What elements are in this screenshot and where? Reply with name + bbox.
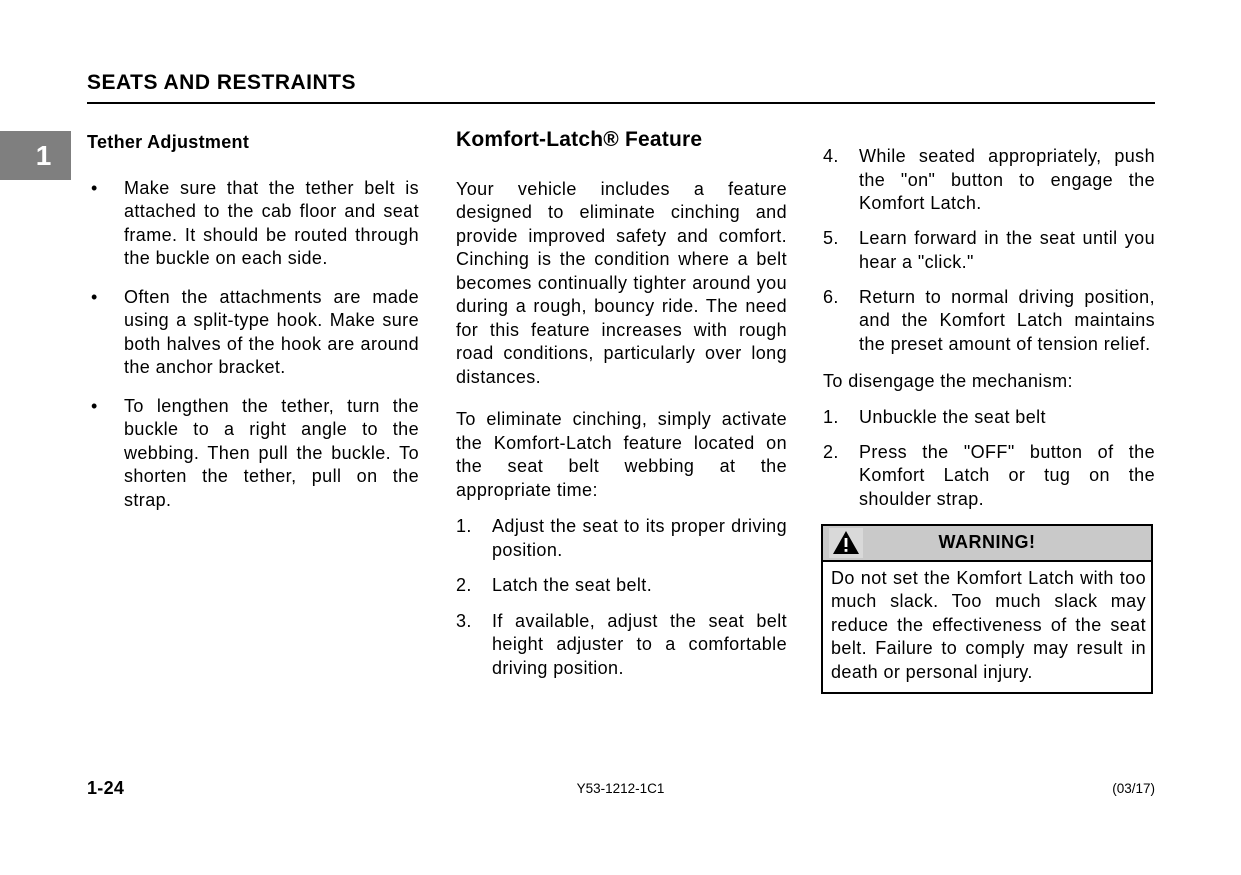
warning-triangle-icon [829, 528, 863, 558]
bullet-text: Make sure that the tether belt is attached to the cab floor and seat frame. It should be routed through the buckle on each side. [124, 177, 419, 268]
step-number: 3. [456, 610, 472, 631]
page-title: SEATS AND RESTRAINTS [87, 71, 357, 94]
numbered-step [456, 515, 787, 562]
step-number: 4. [823, 146, 839, 166]
step-text: While seated appropriately, push the "on" button to engage the Komfort Latch. [859, 146, 1155, 213]
numbered-step [456, 574, 787, 598]
footer-revision-date: (03/17) [1112, 781, 1155, 796]
right-column [823, 145, 1155, 694]
bullet-text: Often the attachments are made using a split-type hook. Make sure both halves of the hook are around the anchor bracket. [124, 286, 419, 377]
step-number: 6. [823, 286, 839, 307]
footer-document-code: Y53-1212-1C1 [576, 781, 665, 796]
bullet-item [87, 286, 419, 380]
step-number: 1. [456, 516, 472, 536]
numbered-step [823, 406, 1155, 430]
bullet-marker: • [91, 286, 98, 307]
numbered-step [823, 441, 1155, 512]
bullet-item [87, 395, 419, 513]
chapter-tab [0, 131, 71, 180]
left-column [87, 131, 419, 527]
warning-header [823, 526, 1151, 562]
step-number: 2. [823, 441, 839, 462]
step-number: 5. [823, 228, 839, 248]
step-text: Latch the seat belt. [492, 575, 653, 595]
middle-column [456, 128, 787, 692]
bullet-item [87, 177, 419, 271]
title-divider [87, 102, 1155, 104]
paragraph: Your vehicle includes a feature designed to eliminate cinching and provide improved safety and comfort. Cinching is the condition where a belt becomes continually tighter around you during a rough, bouncy ride. The need for this feature increases with rough road conditions, particularly over long distances. [456, 178, 787, 387]
numbered-step [823, 145, 1155, 216]
warning-box [821, 524, 1153, 695]
step-text: Return to normal driving position, and the Komfort Latch maintains the preset amount of tension relief. [859, 286, 1155, 354]
disengage-intro: To disengage the mechanism: [823, 371, 1073, 391]
warning-title: WARNING! [938, 531, 1036, 552]
step-text: Adjust the seat to its proper driving position. [492, 516, 787, 560]
section-heading-komfort-latch: Komfort-Latch® Feature [456, 128, 703, 151]
footer-page-number: 1-24 [87, 778, 125, 798]
numbered-step [823, 227, 1155, 274]
step-text: If available, adjust the seat belt height adjuster to a comfortable driving position. [492, 610, 787, 678]
numbered-step [823, 286, 1155, 357]
bullet-marker: • [91, 395, 98, 416]
bullet-text: To lengthen the tether, turn the buckle to a right angle to the webbing. Then pull the buckle. To shorten the tether, pull on the strap. [124, 395, 419, 510]
warning-body: Do not set the Komfort Latch with too much slack. Too much slack may reduce the effectiveness of the seat belt. Failure to comply may result in death or personal injury. [831, 567, 1146, 682]
step-text: Unbuckle the seat belt [859, 406, 1046, 427]
step-text: Learn forward in the seat until you hear a "click." [859, 228, 1155, 272]
step-number: 1. [823, 406, 839, 427]
chapter-number: 1 [35, 139, 52, 171]
step-number: 2. [456, 575, 472, 595]
step-text: Press the "OFF" button of the Komfort Latch or tug on the shoulder strap. [859, 441, 1155, 509]
bullet-marker: • [91, 177, 98, 198]
paragraph: To eliminate cinching, simply activate the Komfort-Latch feature located on the seat belt webbing at the appropriate time: [456, 409, 787, 500]
numbered-step [456, 610, 787, 681]
section-heading-tether-adjustment: Tether Adjustment [87, 132, 250, 152]
